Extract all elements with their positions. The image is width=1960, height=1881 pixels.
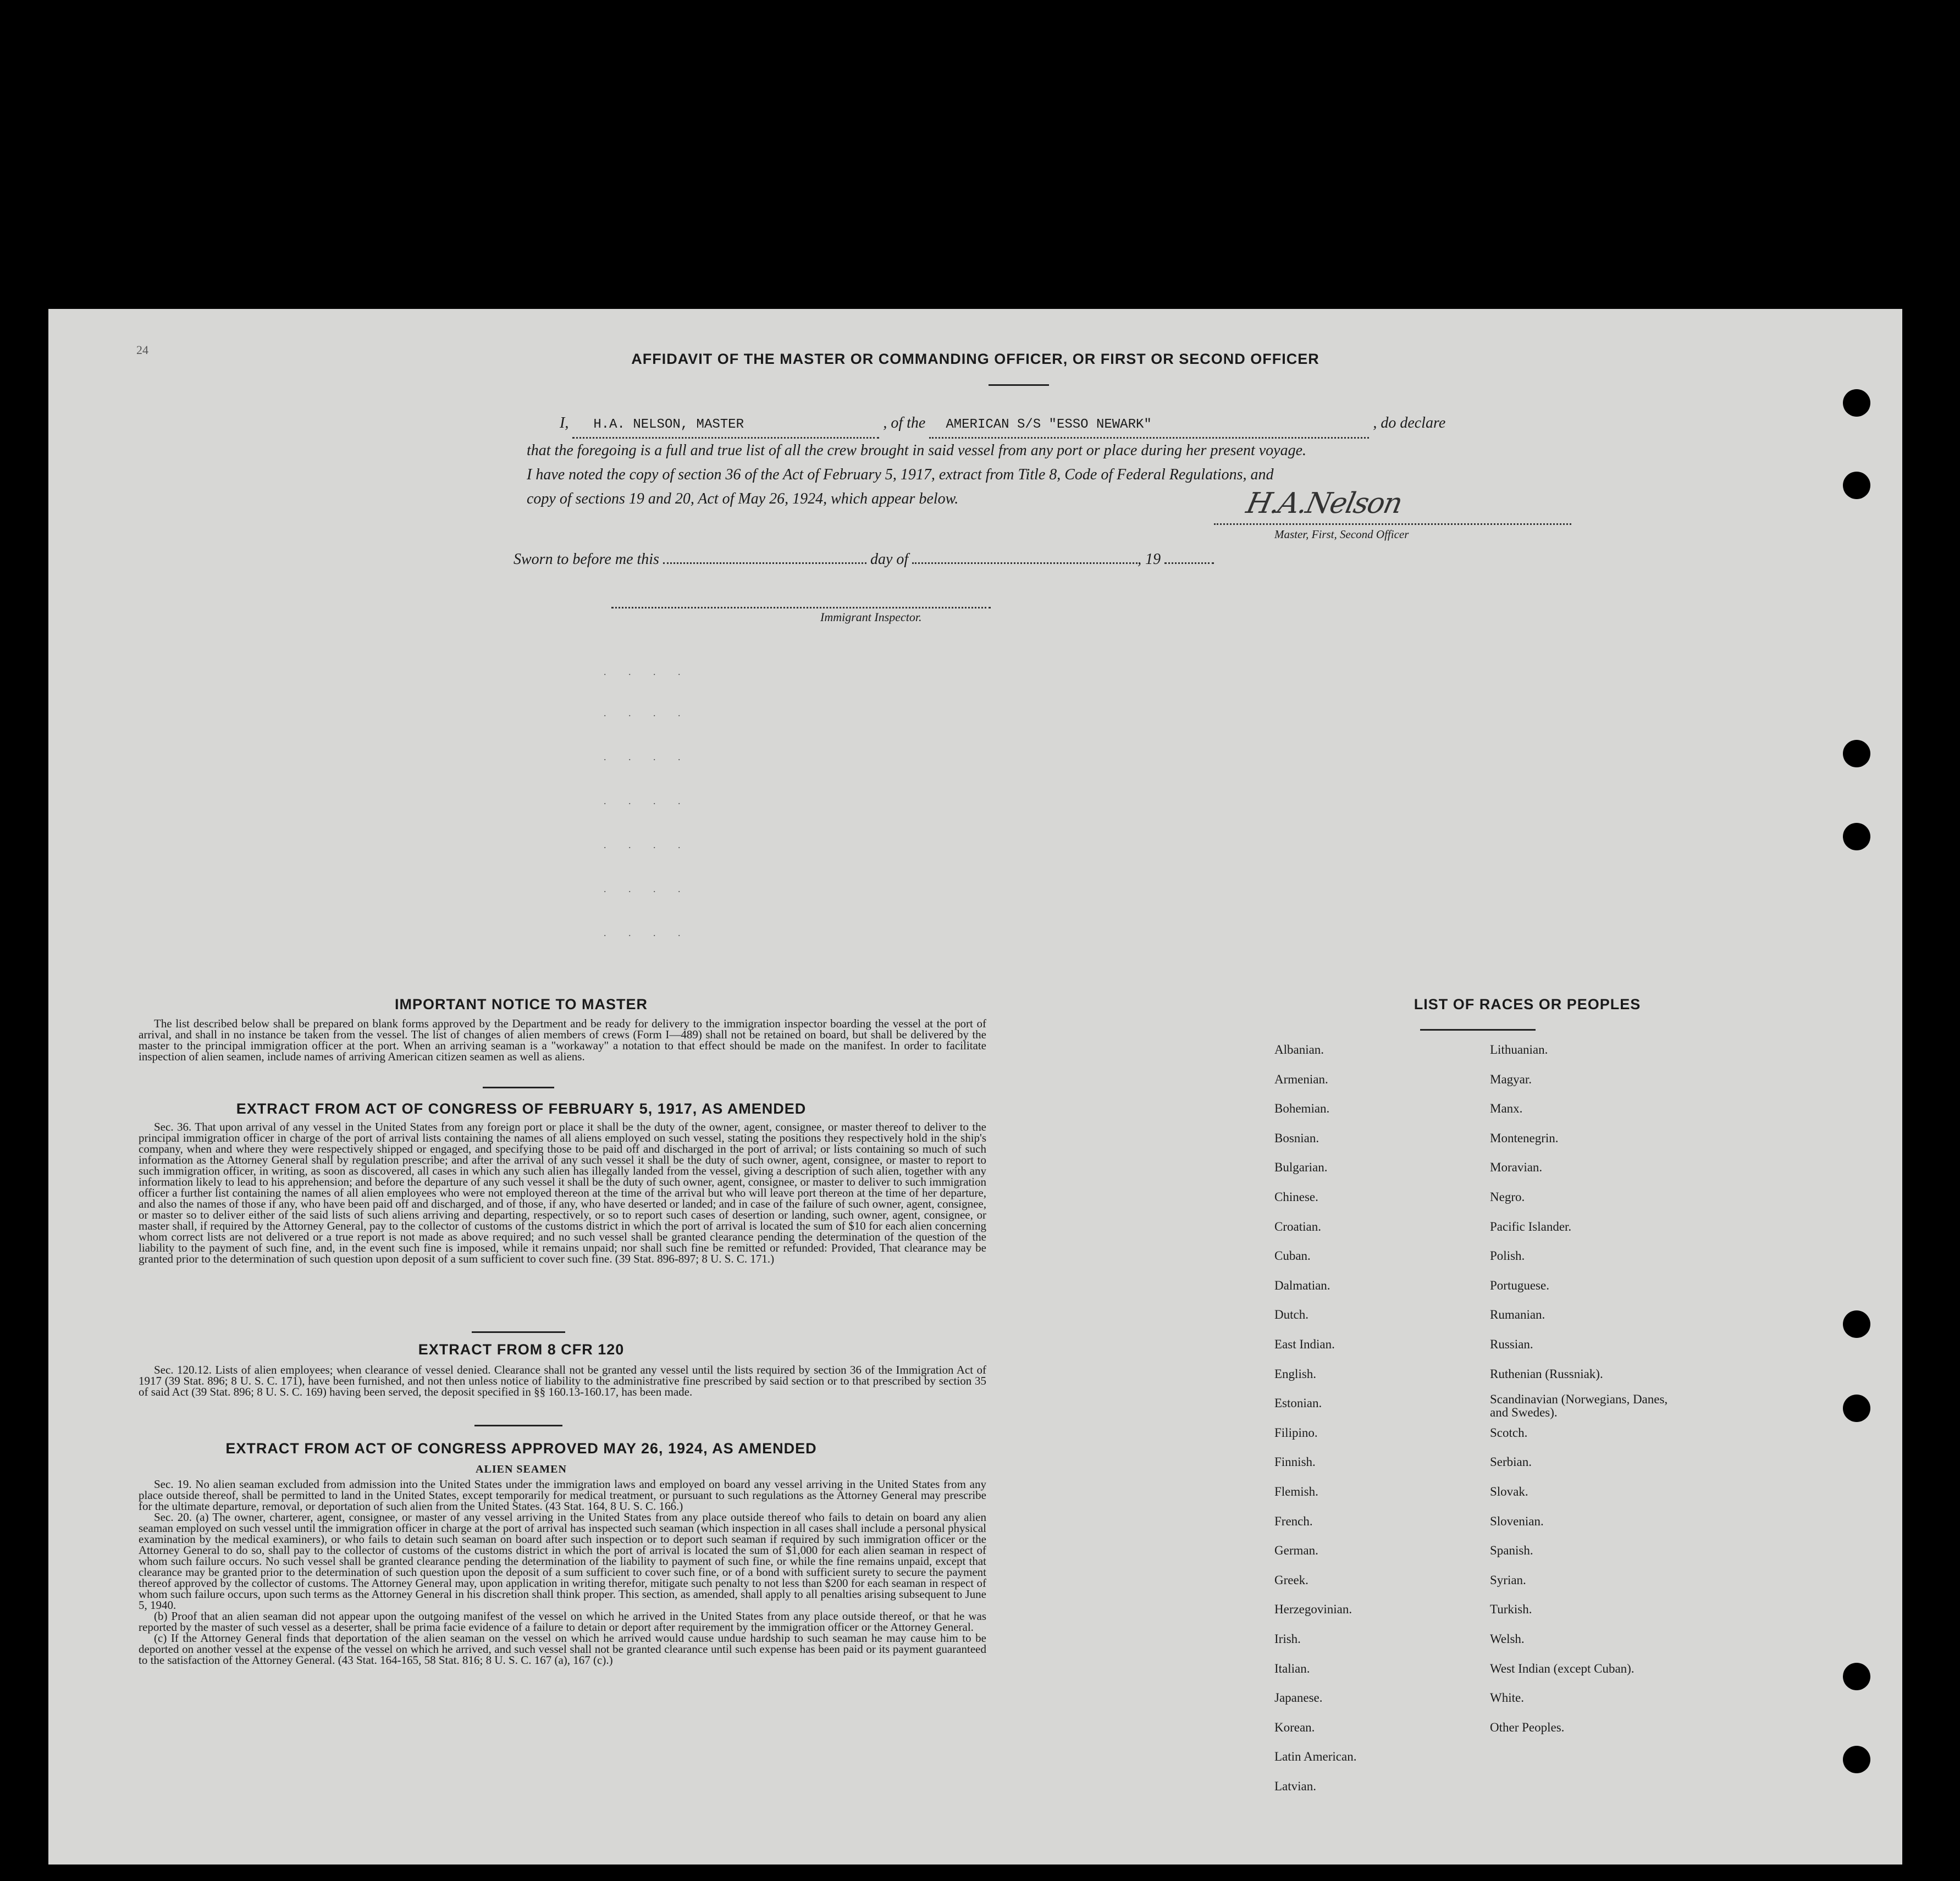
- race-item: Spanish.: [1490, 1543, 1533, 1558]
- race-item: Lithuanian.: [1490, 1043, 1548, 1056]
- punch-hole: [1843, 1663, 1870, 1690]
- race-item: Turkish.: [1490, 1602, 1532, 1617]
- stray-dots: . . . .: [604, 839, 691, 850]
- race-item: Scotch.: [1490, 1425, 1528, 1440]
- race-item: Japanese.: [1274, 1691, 1323, 1705]
- stray-dots: . . . .: [604, 707, 691, 718]
- inspector-line: [611, 607, 991, 608]
- stray-dots: . . . .: [604, 883, 691, 894]
- race-item: Negro.: [1490, 1190, 1525, 1204]
- page-number: 24: [136, 343, 148, 357]
- race-item: Dutch.: [1274, 1308, 1308, 1322]
- sec20c-paragraph: (c) If the Attorney General finds that deportation of the alien seaman on the vessel on which he arrived would cause undue hardship to such seaman he may cause him to be deported on another vessel at the expense of the vessel on which he arrived, and such vessel shall not be granted clearance until such expense has been paid or its payment guaranteed to the satisfaction of the Attorney General. (43 Stat. 164-165, 58 Stat. 816; 8 U. S. C. 167 (a), 167 (c).): [139, 1631, 986, 1667]
- race-item: Ruthenian (Russniak).: [1490, 1367, 1603, 1381]
- punch-hole: [1843, 1395, 1870, 1422]
- punch-hole: [1843, 1310, 1870, 1338]
- inspector-caption: Immigrant Inspector.: [820, 610, 922, 624]
- race-item: Montenegrin.: [1490, 1131, 1559, 1145]
- extract-1924-subtitle: ALIEN SEAMEN: [476, 1463, 567, 1475]
- extract-1917-divider: [472, 1331, 565, 1333]
- race-item: Bohemian.: [1274, 1102, 1330, 1116]
- stray-dots: . . . .: [604, 751, 691, 762]
- sec20b-paragraph: (b) Proof that an alien seaman did not appear upon the outgoing manifest of the vessel on which he arrived in the United States from any place outside thereof, or that he was reported by the master of such vessel as a deserter, shall be prima facie evidence of a failure to detain or deport after requirement by the immigration officer or the Attorney General.: [139, 1609, 986, 1634]
- race-item: German.: [1274, 1543, 1318, 1558]
- stray-dots: . . . .: [604, 927, 691, 938]
- extract-cfr-paragraph: Sec. 120.12. Lists of alien employees; when clearance of vessel denied. Clearance shall not be granted any vessel until the lists required by section 36 of the Immigration Act of 1917 (39 Stat. 896; 8 U. S. C. 171), have been furnished, and not then unless notice of liability to the administrative fine prescribed by said section or to that prescribed by section 35 of said Act (39 Stat. 896; 8 U. S. C. 169) having been served, the deposit specified in §§ 160.13-160.17, has been made.: [139, 1363, 986, 1398]
- race-item: Italian.: [1274, 1661, 1310, 1675]
- race-item: East Indian.: [1274, 1337, 1335, 1351]
- race-item: Herzegovinian.: [1274, 1602, 1352, 1617]
- declaration-line-4: copy of sections 19 and 20, Act of May 26, 1924, which appear below.: [527, 490, 959, 507]
- race-item: Welsh.: [1490, 1632, 1525, 1646]
- race-item: Pacific Islander.: [1490, 1219, 1572, 1233]
- of-the-text: , of the: [883, 414, 926, 431]
- race-item: Manx.: [1490, 1102, 1523, 1116]
- extract-1917-title: EXTRACT FROM ACT OF CONGRESS OF FEBRUARY 5, 1917, AS AMENDED: [236, 1100, 807, 1117]
- race-item: Albanian.: [1274, 1043, 1324, 1056]
- notice-text: [139, 1018, 986, 1062]
- race-item: Rumanian.: [1490, 1308, 1545, 1322]
- race-item: White.: [1490, 1691, 1524, 1705]
- race-item: Russian.: [1490, 1337, 1533, 1351]
- extract-cfr-title: EXTRACT FROM 8 CFR 120: [418, 1341, 625, 1358]
- race-item: Irish.: [1274, 1632, 1301, 1646]
- declaration-line-2: that the foregoing is a full and true list of all the crew brought in said vessel from any port or place during her present voyage.: [527, 442, 1307, 459]
- race-item: Dalmatian.: [1274, 1278, 1330, 1292]
- signature-caption: Master, First, Second Officer: [1274, 528, 1409, 541]
- title-divider: [989, 384, 1049, 386]
- notice-paragraph: The list described below shall be prepared on blank forms approved by the Department and be ready for delivery to the immigration inspector boarding the vessel at the port of arrival, and shall in no instance be taken from the vessel. The list of changes of alien members of crews (Form I—489) shall not be retained on board, but shall be delivered by the master to the principal immigration officer at the port. When an arriving seaman is a "workaway" a notation to that effect should be made on the manifest. In order to facilitate inspection of alien seamen, include names of arriving American citizen seamen as well as aliens.: [139, 1017, 986, 1063]
- race-item: Scandinavian (Norwegians, Danes, and Swedes).: [1490, 1392, 1668, 1420]
- race-item: West Indian (except Cuban).: [1490, 1661, 1635, 1675]
- race-item: Syrian.: [1490, 1573, 1526, 1587]
- sworn-year-blank: [1164, 562, 1214, 564]
- punch-hole: [1843, 1746, 1870, 1773]
- do-declare-text: , do declare: [1373, 414, 1446, 431]
- signature-line: [1214, 487, 1571, 525]
- declaration-line-3: I have noted the copy of section 36 of the Act of February 5, 1917, extract from Title 8, Code of Federal Regulations, and: [527, 466, 1274, 483]
- punch-hole: [1843, 740, 1870, 767]
- stray-dots: . . . .: [604, 666, 691, 677]
- sworn-year: , 19: [1138, 551, 1161, 568]
- race-item: Polish.: [1490, 1249, 1525, 1263]
- race-item: Slovak.: [1490, 1485, 1528, 1498]
- sworn-day-blank: [663, 562, 866, 564]
- notice-divider: [483, 1087, 554, 1088]
- extract-1924-title: EXTRACT FROM ACT OF CONGRESS APPROVED MAY 26, 1924, AS AMENDED: [225, 1440, 817, 1457]
- race-item: Bulgarian.: [1274, 1160, 1328, 1175]
- race-item: Slovenian.: [1490, 1514, 1544, 1528]
- vessel-name: AMERICAN S/S "ESSO NEWARK": [929, 413, 1369, 439]
- declarant-name: H.A. NELSON, MASTER: [572, 413, 879, 439]
- extract-1917-paragraph: Sec. 36. That upon arrival of any vessel in the United States from any foreign port or place it shall be the duty of the owner, agent, consignee, or master thereof to deliver to the principal immigration officer in charge of the port of arrival lists containing the names of all aliens employed on such vessel, stating the positions they respectively hold in the ship's company, when and where they were respectively shipped or engaged, and specifying those to be paid off and discharged in the port of arrival; or lists containing so much of such information as the Attorney General shall by regulation prescribe; and after the arrival of any such vessel it shall be the duty of such owner, agent, consignee, or master to report to such immigration officer, in writing, as soon as discovered, all cases in which any such alien has illegally landed from the vessel, giving a description of such alien, together with any information likely to lead to his apprehension; and before the departure of any such vessel it shall be the duty of such owner, agent, consignee, or master to deliver to such immigration officer a further list containing the names of all alien employees who were not employed thereon at the time of the arrival but who will leave port thereon at the time of her departure, and also the names of those if any, who have been paid off and discharged, and of those, if any, who have deserted or landed; and in case of the failure of such owner, agent, consignee, or master so to deliver either of the said lists of such aliens arriving and departing, respectively, or so to report such cases of desertion or landing, such owner, agent, consignee, or master shall, if required by the Attorney General, pay to the collector of customs of the customs district in which the port of arrival is located the sum of $10 for each alien concerning whom correct lists are not delivered or a true report is not made as above required; and no such vessel shall be granted clearance pending the determination of the question of the liability to the payment of such fine, and, in the event such fine is imposed, while it remains unpaid; nor shall such fine be remitted or refunded: Provided, That clearance may be granted prior to the determination of such question upon deposit of a sum sufficient to cover such fine. (39 Stat. 896-897; 8 U. S. C. 171.): [139, 1120, 986, 1265]
- race-item: Magyar.: [1490, 1072, 1532, 1086]
- sec19-paragraph: Sec. 19. No alien seaman excluded from admission into the United States under the immigration laws and employed on board any vessel arriving in the United States from any place outside thereof, shall be permitted to land in the United States, except temporarily for medical treatment, or pursuant to such regulations as the Attorney General may prescribe for the ultimate departure, removal, or deportation of such alien from the United States. (43 Stat. 164, 8 U. S. C. 166.): [139, 1478, 986, 1513]
- extract-cfr-text: [139, 1364, 986, 1397]
- race-item: French.: [1274, 1514, 1313, 1528]
- race-item: Latvian.: [1274, 1779, 1316, 1793]
- affidavit-title: AFFIDAVIT OF THE MASTER OR COMMANDING OFFICER, OR FIRST OR SECOND OFFICER: [631, 351, 1319, 367]
- race-item: Finnish.: [1274, 1455, 1316, 1469]
- sworn-month-blank: [912, 562, 1138, 564]
- races-divider: [1420, 1029, 1536, 1031]
- race-item: Latin American.: [1274, 1750, 1357, 1764]
- punch-hole: [1843, 823, 1870, 850]
- race-item: Estonian.: [1274, 1396, 1322, 1410]
- sworn-prefix: Sworn to before me this: [514, 551, 659, 568]
- punch-hole: [1843, 389, 1870, 417]
- race-item: Serbian.: [1490, 1455, 1532, 1469]
- races-right-column: [1490, 1043, 1776, 1851]
- race-item: Other Peoples.: [1490, 1720, 1565, 1734]
- declarant-prefix: I,: [560, 414, 569, 431]
- races-left-column: [1274, 1043, 1483, 1851]
- extract-1917-text: [139, 1121, 986, 1264]
- race-item: Flemish.: [1274, 1485, 1318, 1498]
- race-item: Portuguese.: [1490, 1278, 1549, 1292]
- document-sheet: [48, 309, 1902, 1865]
- extract-cfr-divider: [474, 1425, 562, 1426]
- race-item: Cuban.: [1274, 1249, 1311, 1263]
- sworn-line: [514, 551, 1214, 568]
- race-item: Greek.: [1274, 1573, 1308, 1587]
- sec20a-paragraph: Sec. 20. (a) The owner, charterer, agent, consignee, or master of any vessel arriving in the United States from any place outside thereof who fails to detain on board any alien seaman employed on such vessel until the immigration officer in charge at the port of arrival has inspected such seaman (which inspection in all cases shall include a personal physical examination by the medical examiners), or who fails to detain such seaman on board after such inspection or to deport such seaman if required by such immigration officer or the Attorney General to do so, shall pay to the collector of customs of the customs district in which the port of arrival is located the sum of $1,000 for each alien seaman in respect of whom such failure occurs. No such vessel shall be granted clearance pending the determination of the liability to payment of such fine, or while the fine remains unpaid, except that clearance may be granted prior to the determination of such question upon the deposit of a sum sufficient to cover such fine, or of a bond with sufficient surety to secure the payment thereof approved by the collector of customs. The Attorney General may, upon application in writing therefor, mitigate such penalty to not less than $200 for each seaman in respect of whom such failure occurs, upon such terms as the Attorney General in his discretion shall think proper. This section, as amended, shall apply to all penalties arising subsequent to June 5, 1940.: [139, 1511, 986, 1612]
- extract-1924-text: [139, 1479, 986, 1666]
- punch-hole: [1843, 472, 1870, 499]
- notice-title: IMPORTANT NOTICE TO MASTER: [395, 996, 648, 1013]
- race-item: Bosnian.: [1274, 1131, 1319, 1145]
- race-item: English.: [1274, 1367, 1317, 1381]
- race-item: Moravian.: [1490, 1160, 1543, 1175]
- master-signature: H.A.Nelson: [1243, 487, 1405, 520]
- sworn-day-of: day of: [870, 551, 909, 568]
- stray-dots: . . . .: [604, 795, 691, 806]
- race-item: Chinese.: [1274, 1190, 1318, 1204]
- race-item: Filipino.: [1274, 1425, 1318, 1440]
- race-item: Korean.: [1274, 1720, 1315, 1734]
- races-title: LIST OF RACES OR PEOPLES: [1414, 996, 1641, 1013]
- race-item: Armenian.: [1274, 1072, 1328, 1086]
- race-item: Croatian.: [1274, 1219, 1321, 1233]
